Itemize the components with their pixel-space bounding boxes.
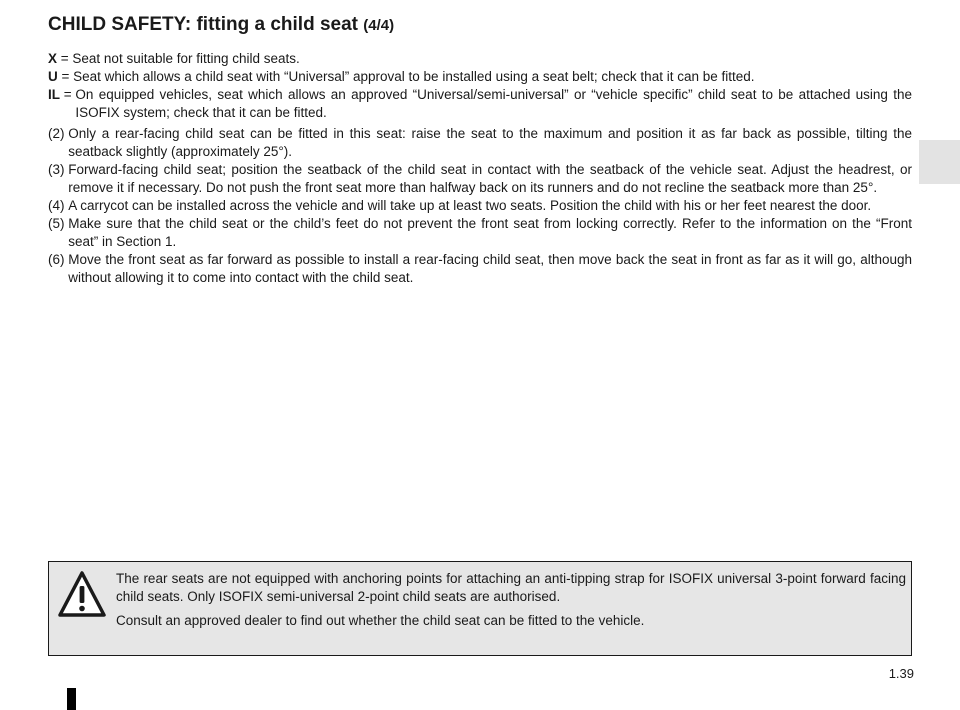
page-title-main: CHILD SAFETY: fitting a child seat (48, 14, 364, 35)
definitions-list (48, 50, 912, 122)
notes-list (48, 125, 912, 287)
warning-paragraph: The rear seats are not equipped with anchoring points for attaching an anti-tipping strap for ISOFIX universal 3-point forward facing child seats. Only ISOFIX semi-universal 2-point child seats are authorised. (116, 571, 906, 604)
definition-item (48, 86, 912, 122)
note-text: Move the front seat as far forward as possible to install a rear-facing child seat, then move back the seat in front as far as it will go, although without allowing it to come into contact with the child seat. (68, 252, 912, 285)
warning-text (116, 570, 906, 636)
note-number: (4) (48, 198, 69, 213)
definition-text: On equipped vehicles, seat which allows an approved “Universal/semi-universal” or “vehicle specific” child seat to be attached using the ISOFIX system; check that it can be fitted. (75, 87, 912, 120)
note-text: Forward-facing child seat; position the seatback of the child seat in contact with the seatback of the vehicle seat. Adjust the headrest, or remove it if necessary. Do not push the front seat more than halfway back on its runners and do not recline the seatback more than 25°. (68, 162, 912, 195)
note-number: (3) (48, 162, 69, 177)
note-item (48, 125, 912, 161)
section-side-tab (919, 140, 960, 184)
note-item (48, 215, 912, 251)
note-item (48, 197, 912, 215)
definition-text: Seat not suitable for fitting child seats. (72, 51, 300, 66)
definition-key: X (48, 51, 58, 66)
definition-item (48, 68, 912, 86)
note-number: (2) (48, 126, 69, 141)
definition-eq: = (57, 69, 74, 84)
warning-triangle-icon (57, 570, 107, 620)
definition-eq: = (60, 87, 76, 102)
note-text: A carrycot can be installed across the vehicle and will take up at least two seats. Position the child with his or her feet nearest the door. (68, 198, 872, 213)
definition-key: U (48, 69, 58, 84)
definition-item (48, 50, 912, 68)
definition-eq: = (57, 51, 73, 66)
corner-mark (67, 688, 76, 710)
definition-key: IL (48, 87, 60, 102)
page-number: 1.39 (888, 666, 914, 681)
page-title (48, 14, 394, 36)
note-number: (6) (48, 252, 69, 267)
note-item (48, 161, 912, 197)
warning-box (48, 561, 912, 656)
note-text: Make sure that the child seat or the child’s feet do not prevent the front seat from locking correctly. Refer to the information on the “Front seat” in Section 1. (68, 216, 912, 249)
warning-paragraph: Consult an approved dealer to find out whether the child seat can be fitted to the vehicle. (116, 613, 645, 628)
note-item (48, 251, 912, 287)
definition-text: Seat which allows a child seat with “Universal” approval to be installed using a seat belt; check that it can be fitted. (73, 69, 755, 84)
note-number: (5) (48, 216, 69, 231)
note-text: Only a rear-facing child seat can be fitted in this seat: raise the seat to the maximum and position it as far back as possible, tilting the seatback slightly (approximately 25°). (68, 126, 912, 159)
page-title-part: (4/4) (363, 17, 395, 34)
